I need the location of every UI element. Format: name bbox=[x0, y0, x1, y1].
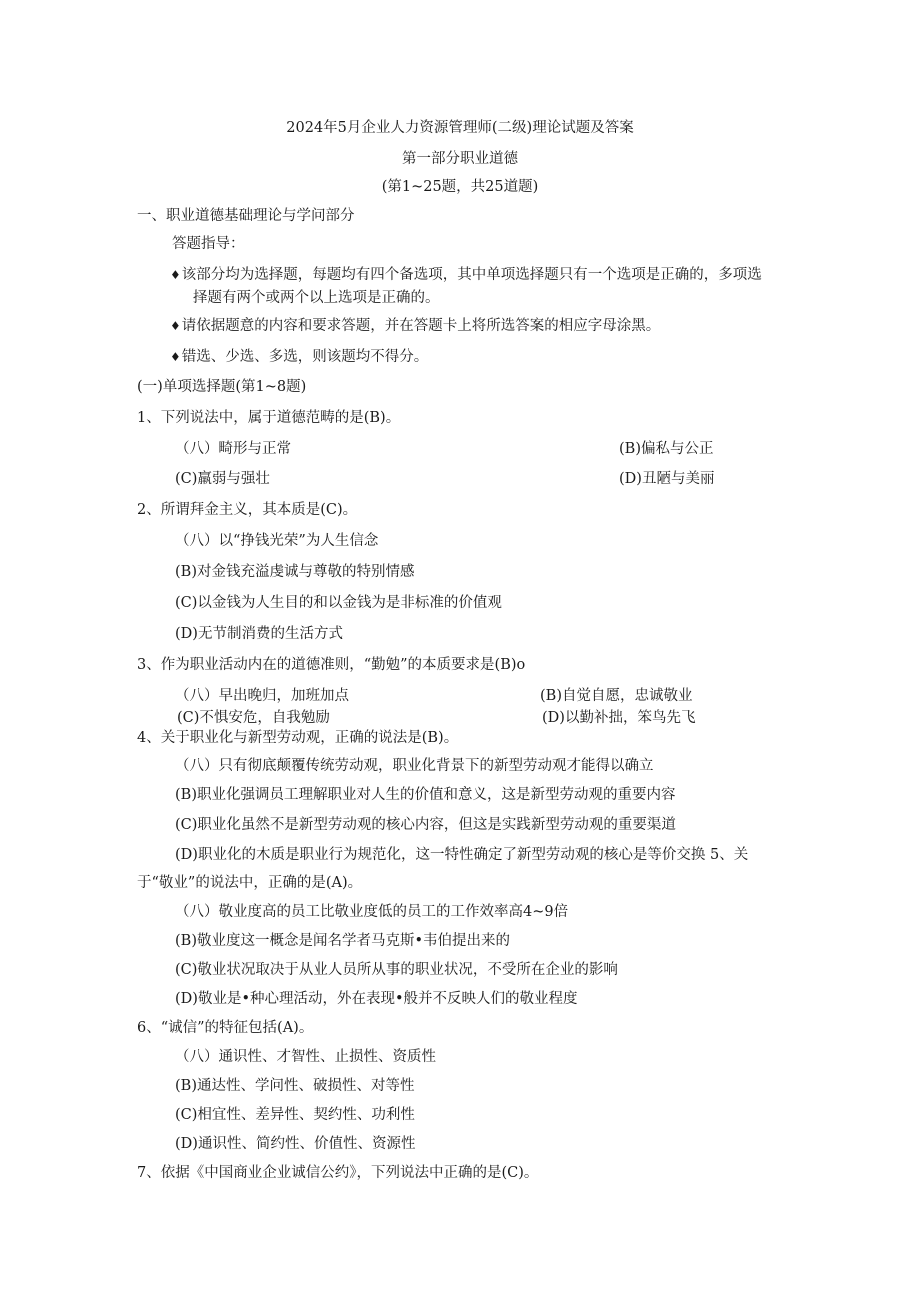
part-heading: 第一部分职业道德 bbox=[402, 151, 518, 167]
q4-option-d: (D)职业化的木质是职业行为规范化，这一特性确定了新型劳动观的核心是等价交换 5、关 bbox=[175, 847, 749, 863]
diamond-icon: ♦ bbox=[170, 350, 181, 364]
q3-option-a: （八）早出晚归，加班加点 bbox=[175, 688, 349, 704]
q2-option-d: (D)无节制消费的生活方式 bbox=[175, 626, 343, 642]
diamond-icon: ♦ bbox=[170, 268, 181, 282]
question-4: 4、关于职业化与新型劳动观，正确的说法是(B)。 bbox=[137, 730, 459, 746]
q6-option-a: （八）通识性、才智性、止损性、资质性 bbox=[175, 1049, 436, 1065]
question-1: 1、下列说法中，属于道德范畴的是(B)。 bbox=[137, 410, 401, 426]
q2-option-a: （八）以“挣钱光荣”为人生信念 bbox=[175, 533, 379, 549]
diamond-icon: ♦ bbox=[170, 319, 181, 333]
q6-option-b: (B)通达性、学问性、破损性、对等性 bbox=[175, 1078, 415, 1094]
q5-option-b: (B)敬业度这一概念是闻名学者马克斯•韦伯提出来的 bbox=[175, 933, 511, 949]
q2-option-c: (C)以金钱为人生目的和以金钱为是非标准的价值观 bbox=[175, 595, 502, 611]
q4-option-b: (B)职业化强调员工理解职业对人生的价值和意义，这是新型劳动观的重要内容 bbox=[175, 787, 676, 803]
guide-label: 答题指导： bbox=[172, 236, 245, 252]
question-7: 7、依据《中国商业企业诚信公约》，下列说法中正确的是(C)。 bbox=[137, 1165, 539, 1181]
doc-title: 2024年5月企业人力资源管理师(二级)理论试题及答案 bbox=[286, 120, 634, 136]
q3-option-d: (D)以勤补拙，笨鸟先飞 bbox=[542, 710, 696, 726]
section-heading: 一、职业道德基础理论与学问部分 bbox=[137, 208, 355, 224]
q1-option-d: (D)丑陋与美丽 bbox=[619, 471, 715, 487]
q6-option-d: (D)通识性、简约性、价值性、资源性 bbox=[175, 1136, 416, 1152]
q1-option-b: (B)偏私与公正 bbox=[619, 441, 714, 457]
question-2: 2、所谓拜金主义，其本质是(C)。 bbox=[137, 502, 358, 518]
q5-option-a: （八）敬业度高的员工比敬业度低的员工的工作效率高4~9倍 bbox=[175, 904, 569, 920]
guide-bullet-1: ♦该部分均为选择题，每题均有四个备选项，其中单项选择题只有一个选项是正确的，多项选 bbox=[170, 267, 762, 283]
q3-option-c: (C)不惧安危，自我勉励 bbox=[177, 710, 330, 726]
q3-option-b: (B)自觉自愿，忠诚敬业 bbox=[540, 688, 693, 704]
guide-bullet-2: ♦请依据题意的内容和要求答题，并在答题卡上将所选答案的相应字母涂黑。 bbox=[170, 318, 661, 334]
subsection-heading: (一)单项选择题(第1~8题) bbox=[137, 379, 307, 395]
q1-option-a: （八）畸形与正常 bbox=[175, 441, 291, 457]
question-range: (第1~25题，共25道题) bbox=[381, 179, 539, 195]
question-6: 6、“诚信”的特征包括(A)。 bbox=[137, 1020, 314, 1036]
q1-option-c: (C)羸弱与强壮 bbox=[175, 471, 270, 487]
question-5: 于“敬业”的说法中，正确的是(A)。 bbox=[137, 875, 363, 891]
q6-option-c: (C)相宜性、差异性、契约性、功利性 bbox=[175, 1107, 415, 1123]
q4-option-c: (C)职业化虽然不是新型劳动观的核心内容，但这是实践新型劳动观的重要渠道 bbox=[175, 817, 676, 833]
guide-bullet-3: ♦错选、少选、多选，则该题均不得分。 bbox=[170, 349, 429, 365]
q2-option-b: (B)对金钱充溢虔诚与尊敬的特别情感 bbox=[175, 564, 415, 580]
guide-bullet-1-cont: 择题有两个或两个以上选项是正确的。 bbox=[193, 290, 440, 306]
q4-option-a: （八）只有彻底颠覆传统劳动观，职业化背景下的新型劳动观才能得以确立 bbox=[175, 758, 654, 774]
q5-option-d: (D)敬业是•种心理活动，外在表现•般并不反映人们的敬业程度 bbox=[175, 991, 578, 1007]
question-3: 3、作为职业活动内在的道德准则，“勤勉”的本质要求是(B)o bbox=[137, 657, 526, 673]
q5-option-c: (C)敬业状况取决于从业人员所从事的职业状况，不受所在企业的影响 bbox=[175, 962, 618, 978]
